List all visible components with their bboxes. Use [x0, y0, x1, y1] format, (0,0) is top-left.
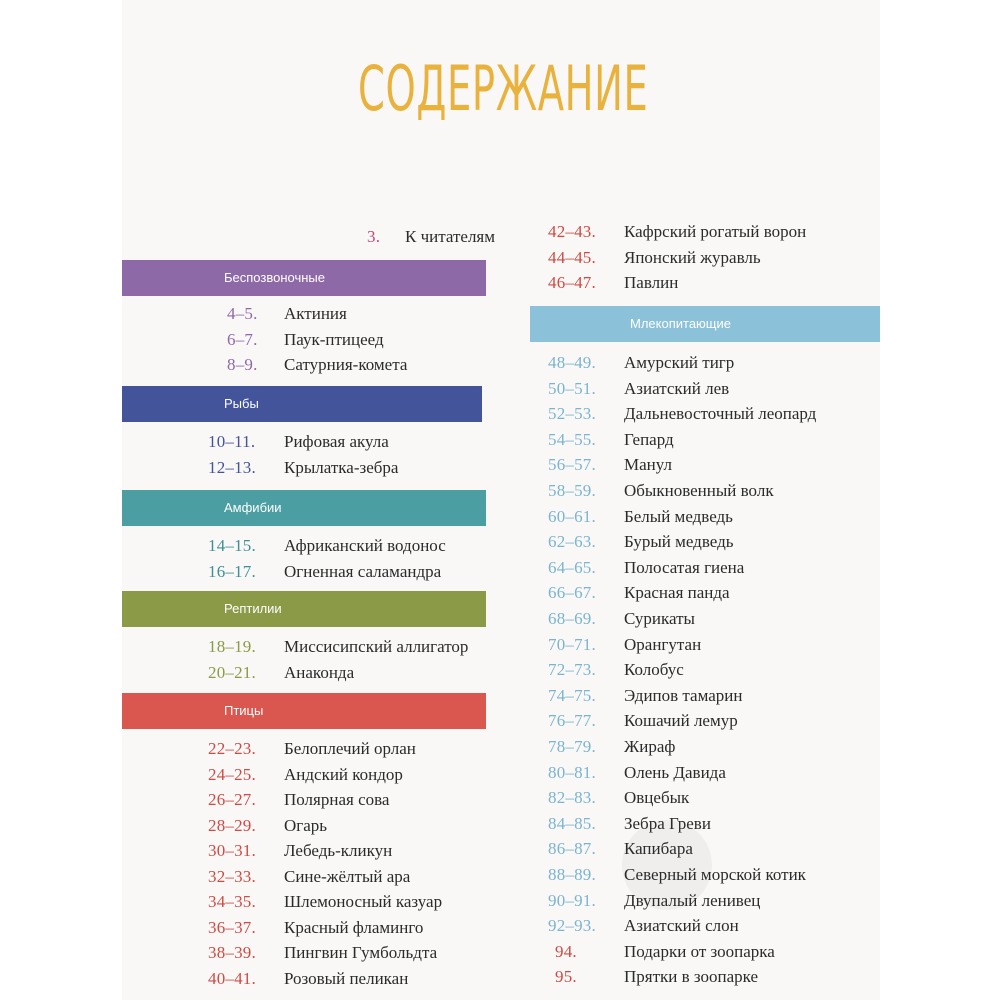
page-range: 26–27.	[208, 790, 256, 809]
entry-title: Анаконда	[284, 662, 355, 682]
toc-entry[interactable]	[122, 710, 880, 734]
page-range: 80–81.	[548, 762, 596, 782]
page-range: 36–37.	[208, 917, 256, 937]
page-range: 20–21.	[208, 662, 256, 682]
toc-entry[interactable]	[122, 813, 880, 837]
page-range: 78–79.	[548, 737, 596, 756]
entry-title: Азиатский лев	[624, 378, 730, 398]
page-range: 22–23.	[208, 739, 256, 758]
section-title: Рептилии	[224, 601, 282, 616]
toc-entry[interactable]	[122, 582, 880, 606]
page-range: 50–51.	[548, 378, 596, 398]
toc-entry[interactable]	[122, 352, 880, 376]
section-band	[530, 306, 880, 342]
entry-title: Азиатский слон	[624, 916, 739, 936]
entry-title: Орангутан	[624, 634, 702, 654]
entry-title: Жираф	[624, 737, 676, 756]
entry-title: Эдипов тамарин	[624, 685, 743, 705]
page-range: 60–61.	[548, 506, 596, 526]
entry-title: Актиния	[284, 304, 347, 323]
entry-title: Пингвин Гумбольдта	[284, 943, 438, 962]
page-range: 42–43.	[548, 222, 596, 241]
page-range: 76–77.	[548, 711, 596, 731]
entry-title: Колобус	[624, 660, 684, 680]
section-title: Птицы	[224, 703, 264, 718]
entry-title: Павлин	[624, 273, 679, 292]
entry-title: Кошачий лемур	[624, 711, 738, 731]
page-range: 88–89.	[548, 865, 596, 884]
entry-title: Шлемоносный казуар	[284, 892, 443, 911]
entry-title: Лебедь-кликун	[284, 841, 393, 860]
toc-entry[interactable]	[122, 247, 880, 271]
page-range: 84–85.	[548, 813, 596, 833]
entry-title: Африканский водонос	[284, 536, 446, 555]
entry-title: Двупалый ленивец	[624, 890, 761, 910]
entry-title: Рифовая акула	[284, 432, 389, 451]
entry-title: Олень Давида	[624, 762, 726, 782]
entry-title: Подарки от зоопарка	[624, 941, 775, 961]
toc-entry[interactable]	[122, 762, 880, 786]
entry-title: Дальневосточный леопард	[624, 404, 817, 424]
entry-title: Кафрский рогатый ворон	[624, 222, 807, 241]
page-number: 94.	[555, 941, 577, 961]
entry-title: Красный фламинго	[284, 917, 424, 937]
entry-title: Овцебык	[624, 788, 690, 808]
page-range: 38–39.	[208, 943, 256, 962]
toc-entry[interactable]	[122, 221, 880, 245]
toc-entry[interactable]	[122, 608, 880, 632]
toc-entry[interactable]	[122, 454, 880, 478]
page-title: СОДЕРЖАНИЕ	[358, 52, 649, 125]
toc-entry[interactable]	[122, 272, 880, 296]
page-range: 70–71.	[548, 634, 596, 654]
page-range: 18–19.	[208, 637, 256, 656]
entry-title: Красная панда	[624, 583, 730, 603]
entry-title: Сине-жёлтый ара	[284, 866, 411, 886]
page-range: 4–5.	[227, 304, 258, 323]
page-range: 90–91.	[548, 890, 596, 910]
page-range: 68–69.	[548, 609, 596, 628]
entry-title: Японский журавль	[624, 247, 761, 267]
toc-entry[interactable]	[122, 890, 880, 914]
page-range: 16–17.	[208, 561, 256, 581]
entry-title: Огненная саламандра	[284, 561, 442, 581]
toc-entry[interactable]	[122, 634, 880, 658]
entry-title: Крылатка-зебра	[284, 457, 399, 477]
entry-title: Паук-птицеед	[284, 329, 384, 349]
entry-title: Зебра Греви	[624, 813, 711, 833]
toc-entry[interactable]	[122, 506, 880, 530]
toc-entry[interactable]	[122, 787, 880, 811]
entry-title: Белоплечий орлан	[284, 739, 416, 758]
page-range: 46–47.	[548, 273, 596, 292]
entry-title: Сатурния-комета	[284, 355, 408, 374]
page-number: 3.	[367, 227, 381, 246]
page-range: 52–53.	[548, 404, 596, 424]
page-range: 32–33.	[208, 866, 256, 886]
page-range: 28–29.	[208, 815, 256, 835]
page-range: 82–83.	[548, 788, 596, 808]
page-range: 86–87.	[548, 839, 596, 859]
toc-entry-extra[interactable]	[122, 966, 880, 990]
entry-title: Северный морской котик	[624, 865, 806, 884]
entry-title: Капибара	[624, 839, 693, 859]
page-range: 12–13.	[208, 457, 256, 477]
toc-entry[interactable]	[122, 736, 880, 760]
page-range: 66–67.	[548, 583, 596, 603]
entry-title: Полосатая гиена	[624, 557, 745, 577]
page-range: 72–73.	[548, 660, 596, 680]
page-number: 95.	[555, 967, 577, 987]
entry-title: Обыкновенный волк	[624, 481, 774, 500]
toc-entry[interactable]	[122, 378, 880, 402]
toc-entry[interactable]	[122, 480, 880, 504]
toc-entry[interactable]	[122, 557, 880, 581]
entry-title: Амурский тигр	[624, 353, 735, 372]
page-range: 64–65.	[548, 557, 596, 577]
entry-title: Прятки в зоопарке	[624, 967, 759, 987]
entry-title: Миссисипский аллигатор	[284, 637, 469, 656]
page-range: 58–59.	[548, 481, 596, 500]
page-range: 44–45.	[548, 247, 596, 267]
page-range: 10–11.	[208, 432, 256, 451]
section-title: Рыбы	[224, 396, 259, 411]
toc-entry[interactable]	[122, 838, 880, 862]
entry-title: К читателям	[405, 227, 496, 246]
page-range: 14–15.	[208, 536, 256, 555]
toc-page	[122, 0, 880, 1000]
toc-entry-extra[interactable]	[122, 941, 880, 965]
toc-entry[interactable]	[122, 429, 880, 453]
entry-title: Манул	[624, 455, 672, 475]
page-range: 92–93.	[548, 916, 596, 936]
page-range: 48–49.	[548, 353, 596, 372]
entry-title: Сурикаты	[624, 609, 695, 628]
page-range: 56–57.	[548, 455, 596, 475]
page-range: 62–63.	[548, 532, 596, 552]
page-range: 24–25.	[208, 764, 256, 784]
entry-title: Розовый пеликан	[284, 968, 409, 988]
section-title: Беспозвоночные	[224, 270, 325, 285]
page-range: 6–7.	[227, 329, 258, 349]
entry-title: Гепард	[624, 429, 674, 449]
section-title: Млекопитающие	[630, 316, 731, 331]
page-range: 8–9.	[227, 355, 258, 374]
entry-title: Андский кондор	[284, 764, 403, 784]
page-range: 34–35.	[208, 892, 256, 911]
page-range: 74–75.	[548, 685, 596, 705]
toc-entry[interactable]	[122, 915, 880, 939]
page-range: 54–55.	[548, 429, 596, 449]
toc-entry[interactable]	[122, 864, 880, 888]
entry-title: Полярная сова	[284, 790, 390, 809]
toc-entry[interactable]	[122, 531, 880, 555]
toc-entry[interactable]	[122, 659, 880, 683]
entry-title: Огарь	[284, 815, 328, 835]
entry-title: Бурый медведь	[624, 532, 734, 552]
toc-entry[interactable]	[122, 685, 880, 709]
toc-entry[interactable]	[122, 403, 880, 427]
page-range: 30–31.	[208, 841, 256, 860]
page-range: 40–41.	[208, 968, 256, 988]
entry-title: Белый медведь	[624, 506, 733, 526]
section-title: Амфибии	[224, 500, 282, 515]
